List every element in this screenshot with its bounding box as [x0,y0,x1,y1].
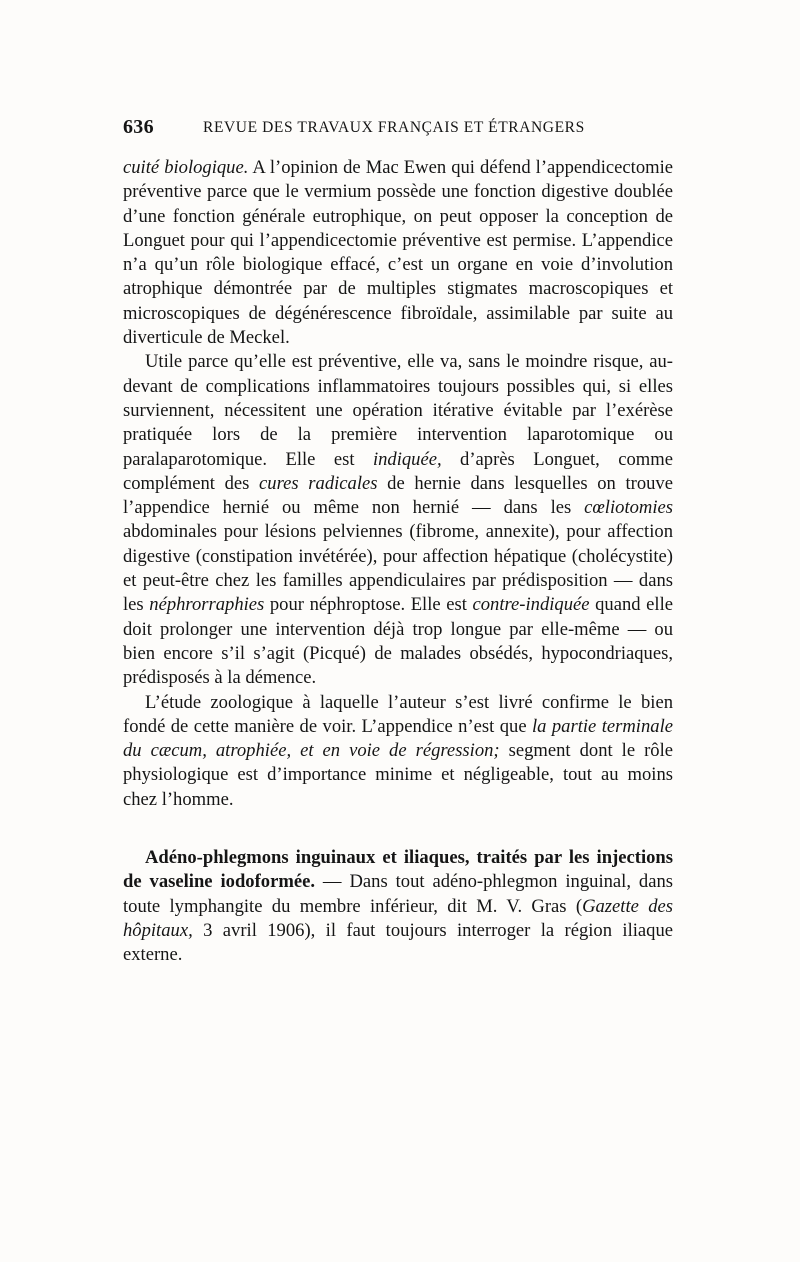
page-number: 636 [123,116,154,138]
text: 3 avril 1906), il faut toujours interroger la région iliaque externe. [123,919,673,966]
text: L’étude zoologique à laquelle l’auteur s’est livré confirme le bien fondé de cette manière de voir. L’appendice n’est que [123,691,673,737]
section-heading: Adéno-phlegmons inguinaux et iliaques, traités par les injections de vaseline iodoformée. [123,847,673,893]
italic-text: cures radicales [259,472,378,494]
text: A l’opinion de Mac Ewen qui défend l’appendicectomie préventive parce que le vermium possède une fonction digestive doublée d’une fonction générale eutrophique, on peut opposer la conception de Longuet pour qui l’appendicectomie préventive est permise. L’appendice n’a qu’un rôle biologique effacé, c’est un organe en voie d’involution atrophique démontrée par de multiples stigmates macroscopiques et microscopiques de dégénérescence fibroïdale, assimilable par suite au diverticule de Meckel. [123,157,673,349]
running-header [123,116,673,139]
article-body [123,156,673,968]
text: d’après Longuet, comme complément des [123,448,673,494]
text: quand elle doit prolonger une intervention déjà trop longue par elle-même — ou bien encore s’il s’agit (Picqué) de malades obsédés, hypocondriaques, prédisposés à la démence. [123,594,674,689]
italic-text: contre-indiquée [472,594,590,616]
italic-text: cœliotomies [584,497,673,519]
running-title: REVUE DES TRAVAUX FRANÇAIS ET ÉTRANGERS [203,119,585,136]
italic-text: indiquée, [372,448,442,470]
paragraph-2 [123,350,673,690]
section-paragraph [123,846,673,967]
text: de hernie dans lesquelles on trouve l’appendice hernié ou même non hernié — dans les [123,472,673,519]
text: — Dans tout adéno-phlegmon inguinal, dans toute lymphangite du membre inférieur, dit M. V. Gras ( [123,871,674,917]
italic-text: Gazette des hôpitaux, [123,895,674,941]
paragraph-1 [123,156,673,350]
italic-text: cuité biologique. [123,157,249,178]
text: Utile parce qu’elle est préventive, elle va, sans le moindre risque, au-devant de complications inflammatoires toujours possibles qui, si elles surviennent, nécessitent une opération itérative évitable par l’exérèse pratiquée lors de la première intervention laparotomique ou paralaparotomique. Elle est [123,351,673,470]
text: abdominales pour lésions pelviennes (fibrome, annexite), pour affection digestive (constipation invétérée), pour affection hépatique (cholécystite) et peut-être chez les familles appendiculaires par prédisposition — dans les [123,521,673,616]
italic-text: néphrorraphies [149,594,265,616]
paragraph-3 [123,691,673,812]
text: segment dont le rôle physiologique est d’importance minime et négligeable, tout au moins chez l’homme. [123,740,673,810]
text: pour néphroptose. Elle est [264,594,473,616]
italic-text: la partie terminale du cæcum, atrophiée, et en voie de régression; [123,715,673,762]
